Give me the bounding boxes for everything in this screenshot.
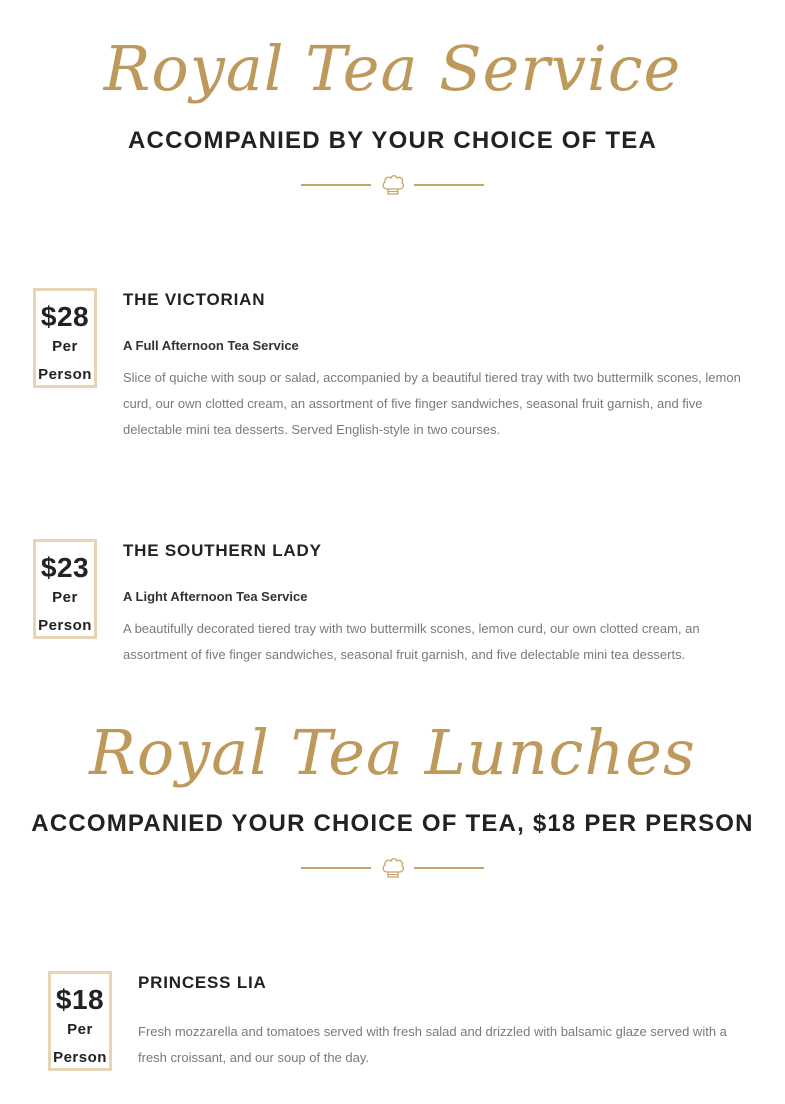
section-divider (301, 172, 484, 198)
section-divider (301, 855, 484, 881)
price-amount: $18 (55, 984, 105, 1015)
item-title: THE VICTORIAN (123, 290, 266, 309)
chef-hat-icon (380, 855, 406, 881)
section-subtitle-tea-service: ACCOMPANIED BY YOUR CHOICE OF TEA (128, 127, 657, 154)
divider-line-left (301, 867, 371, 869)
chef-hat-icon (380, 172, 406, 198)
price-badge (33, 539, 97, 639)
section-title-tea-lunches: Royal Tea Lunches (89, 716, 696, 789)
price-per: Per (52, 589, 78, 606)
item-title: THE SOUTHERN LADY (123, 541, 322, 560)
price-person: Person (38, 366, 92, 383)
price-per: Per (67, 1021, 93, 1038)
section-subtitle-tea-lunches: ACCOMPANIED YOUR CHOICE OF TEA, $18 PER PERSON (31, 810, 754, 837)
divider-line-left (301, 184, 371, 186)
price-person: Person (38, 617, 92, 634)
item-description: A beautifully decorated tiered tray with two buttermilk scones, lemon curd, our own clotted cream, an assortment of five finger sandwiches, seasonal fruit garnish, and five delectable mini tea desserts. (123, 621, 700, 662)
price-badge (48, 971, 112, 1071)
divider-line-right (414, 867, 484, 869)
divider-line-right (414, 184, 484, 186)
price-badge (33, 288, 97, 388)
price-amount: $28 (40, 301, 90, 332)
price-per: Per (52, 338, 78, 355)
item-subtitle: A Full Afternoon Tea Service (123, 338, 299, 353)
section-title-tea-service: Royal Tea Service (103, 32, 682, 105)
item-description: Slice of quiche with soup or salad, accompanied by a beautiful tiered tray with two buttermilk scones, lemon curd, our own clotted cream, an assortment of five finger sandwiches, seasonal fruit garnish, and five delectable mini tea desserts. Served English-style in two courses. (123, 370, 741, 437)
item-subtitle: A Light Afternoon Tea Service (123, 589, 308, 604)
item-title: PRINCESS LIA (138, 973, 267, 992)
price-amount: $23 (40, 552, 90, 583)
item-description: Fresh mozzarella and tomatoes served with fresh salad and drizzled with balsamic glaze served with a fresh croissant, and our soup of the day. (138, 1024, 727, 1065)
price-person: Person (53, 1049, 107, 1066)
